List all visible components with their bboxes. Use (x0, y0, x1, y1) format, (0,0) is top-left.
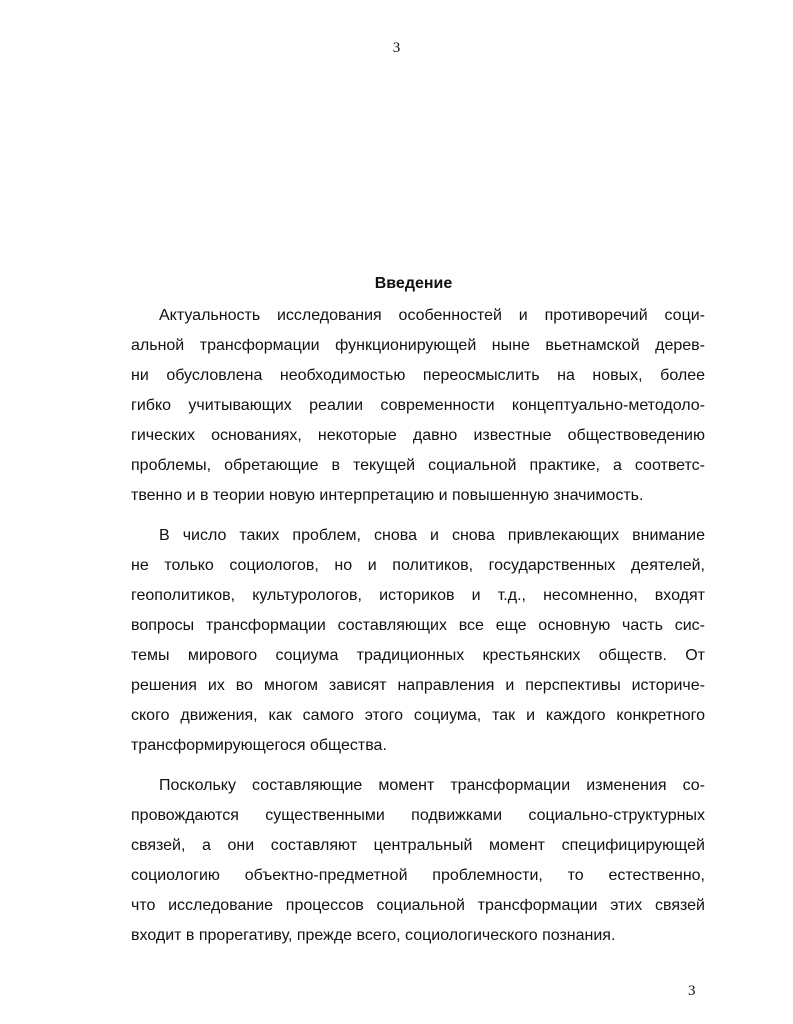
text-line: темы мирового социума традиционных крестьянских обществ. От (131, 647, 705, 664)
text-line: гибко учитывающих реалии современности концептуально-методоло- (131, 397, 705, 414)
text-line: вопросы трансформации составляющих все еще основную часть сис- (131, 617, 705, 634)
text-line: альной трансформации функционирующей ныне вьетнамской дерев- (131, 337, 705, 354)
section-heading: Введение (374, 275, 453, 292)
text-line: Актуальность исследования особенностей и противоречий соци- (159, 307, 705, 324)
text-line: твенно и в теории новую интерпретацию и повышенную значимость. (131, 487, 644, 504)
text-line: ского движения, как самого этого социума, так и каждого конкретного (131, 707, 705, 724)
text-line: что исследование процессов социальной трансформации этих связей (131, 897, 705, 914)
text-line: социологию объектно-предметной проблемности, то естественно, (131, 867, 705, 884)
text-line: гических основаниях, некоторые давно известные обществоведению (131, 427, 705, 444)
text-line: В число таких проблем, снова и снова привлекающих внимание (159, 527, 705, 544)
page-number-top: 3 (392, 40, 401, 56)
text-line: проблемы, обретающие в текущей социальной практике, а соответс- (131, 457, 705, 474)
paragraph-1 (131, 301, 705, 511)
body-text (131, 301, 705, 961)
paragraph-2 (131, 521, 705, 761)
page-number-bottom: 3 (688, 983, 696, 999)
text-line: геополитиков, культурологов, историков и т.д., несомненно, входят (131, 587, 705, 604)
text-line: решения их во многом зависят направления и перспективы историче- (131, 677, 705, 694)
paragraph-3 (131, 771, 705, 951)
text-line: Поскольку составляющие момент трансформации изменения со- (159, 777, 705, 794)
text-line: связей, а они составляют центральный момент специфицирующей (131, 837, 705, 854)
text-line: не только социологов, но и политиков, государственных деятелей, (131, 557, 705, 574)
text-line: провождаются существенными подвижками социально-структурных (131, 807, 705, 824)
text-line: ни обусловлена необходимостью переосмыслить на новых, более (131, 367, 705, 384)
text-line: входит в прорегативу, прежде всего, социологического познания. (131, 927, 616, 944)
text-line: трансформирующегося общества. (131, 737, 387, 754)
